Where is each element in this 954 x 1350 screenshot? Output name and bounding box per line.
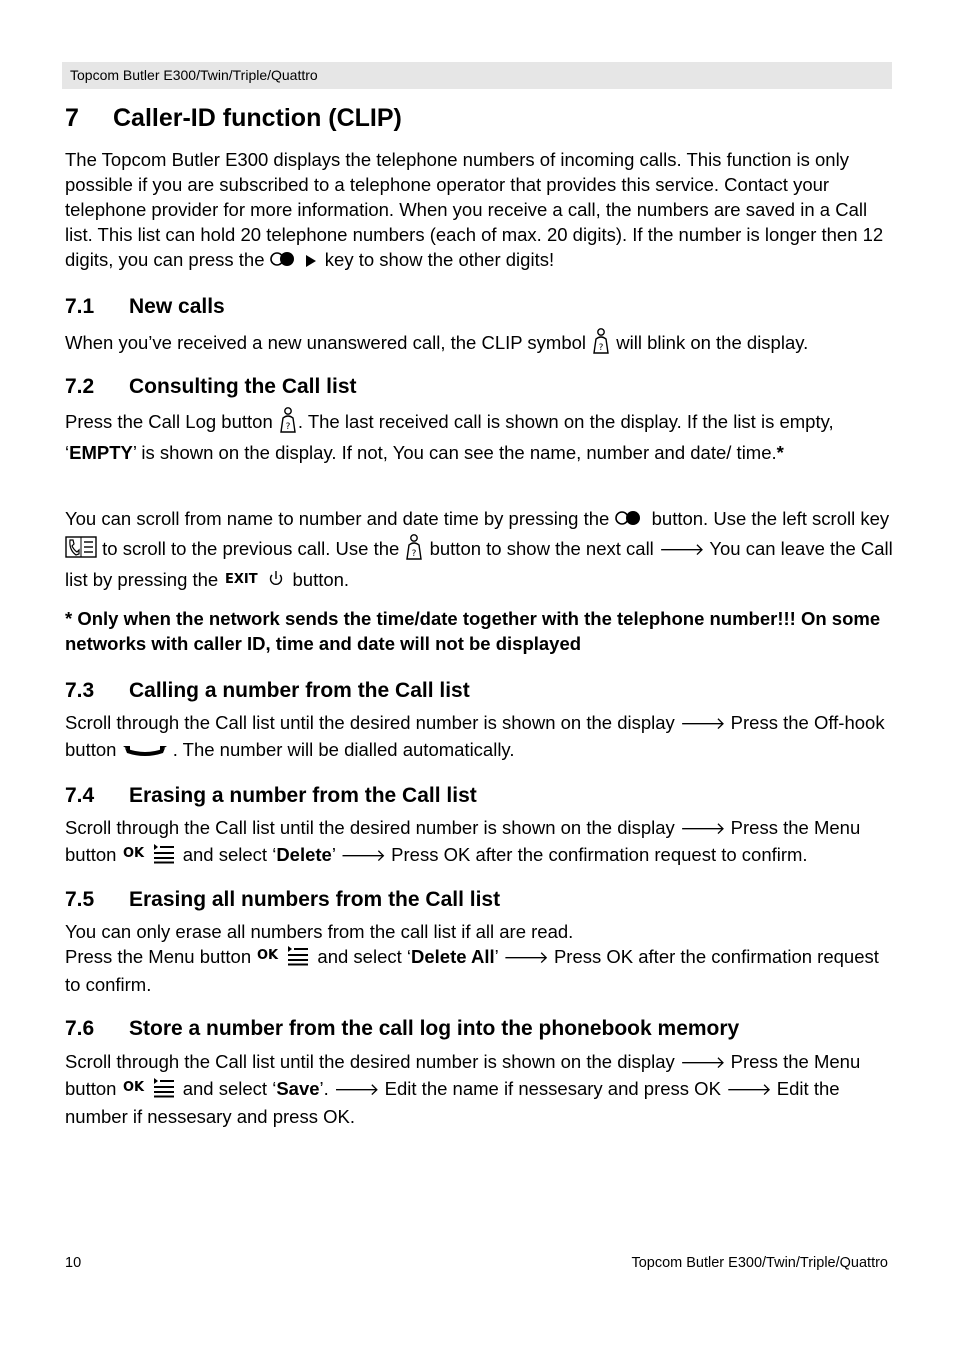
section-heading-7-2 — [65, 375, 357, 399]
text: button. — [287, 568, 350, 590]
svg-text:?: ? — [285, 422, 291, 432]
text: You can only erase all numbers from the call list if all are read. — [65, 921, 574, 942]
ok-label: OK — [122, 1080, 144, 1096]
right-triangle-icon — [300, 249, 320, 274]
section-title: Erasing all numbers from the Call list — [129, 888, 501, 911]
bold-delete-all: Delete All — [411, 946, 495, 967]
arrow-icon: 🡒 — [340, 846, 387, 866]
text: ’ is shown on the display. If not, You can see the name, number and date/ time. — [132, 442, 777, 463]
text: Press the Menu button — [65, 817, 861, 865]
left-scroll-key-icon — [65, 535, 97, 565]
section-heading-7-3 — [65, 679, 470, 703]
text: Press the Off-hook button — [65, 712, 885, 760]
section-7-2-paragraph-2 — [65, 506, 895, 594]
section-7-1-text — [65, 327, 895, 361]
section-7-2-paragraph-1 — [65, 406, 895, 465]
chapter-heading — [65, 104, 402, 133]
section-7-4-text — [65, 815, 895, 870]
section-number: 7.6 — [65, 1017, 95, 1040]
text: ’ — [331, 844, 341, 865]
text: When you’ve received a new unanswered call, the CLIP symbol — [65, 331, 592, 353]
text: and select ‘ — [177, 1078, 277, 1099]
header-title: Topcom Butler E300/Twin/Triple/Quattro — [70, 67, 318, 83]
network-note: * Only when the network sends the time/date together with the telephone number!!! On some networks with caller ID, time and date will not be displayed — [65, 608, 881, 654]
arrow-icon: 🡒 — [679, 819, 726, 839]
svg-text:?: ? — [598, 343, 604, 353]
section-heading-7-6 — [65, 1017, 739, 1041]
ok-label: OK — [122, 846, 144, 862]
bold-empty: EMPTY — [69, 442, 133, 463]
text: will blink on the display. — [611, 331, 809, 353]
section-title: Erasing a number from the Call list — [129, 784, 477, 807]
arrow-icon: 🡒 — [333, 1080, 380, 1100]
footer-title: Topcom Butler E300/Twin/Triple/Quattro — [631, 1255, 888, 1271]
scroll-button-icon — [614, 508, 646, 533]
svg-text:?: ? — [412, 548, 417, 559]
section-number: 7.3 — [65, 679, 95, 702]
section-heading-7-1 — [65, 295, 225, 319]
text: Scroll through the Call list until the desired number is shown on the display — [65, 1051, 680, 1072]
asterisk: * — [776, 442, 784, 463]
text: button. Use the left scroll key — [646, 508, 890, 529]
ok-menu-icon — [122, 842, 178, 870]
text: Press OK after the confirmation request to confirm. — [386, 844, 808, 865]
text: and select ‘ — [177, 844, 277, 865]
call-log-icon — [404, 533, 424, 567]
page-number: 10 — [65, 1255, 82, 1271]
section-title: New calls — [129, 295, 225, 318]
text: You can leave the Call list by pressing the — [65, 537, 893, 590]
text: Scroll through the Call list until the desired number is shown on the display — [65, 712, 680, 733]
section-number: 7.4 — [65, 784, 95, 807]
bold-delete: Delete — [276, 844, 332, 865]
text: to scroll to the previous call. Use the — [97, 537, 405, 559]
text: Scroll through the Call list until the desired number is shown on the display — [65, 817, 680, 838]
ok-label: OK — [257, 948, 279, 964]
section-heading-7-5 — [65, 888, 500, 912]
text: and select ‘ — [312, 946, 412, 967]
text: Edit the number if nessesary and press OK. — [65, 1078, 840, 1128]
text: . The number will be dialled automatically. — [167, 739, 515, 760]
clip-symbol-icon — [591, 327, 611, 361]
section-title: Calling a number from the Call list — [129, 679, 470, 702]
exit-button-icon — [223, 568, 287, 594]
off-hook-icon — [122, 739, 168, 764]
section-7-6-text — [65, 1049, 895, 1129]
section-number: 7.2 — [65, 375, 95, 398]
text: Press the Menu button — [65, 946, 257, 967]
ok-menu-icon — [122, 1076, 178, 1104]
text: Edit the name if nessesary and press OK — [379, 1078, 727, 1099]
text: ’. — [319, 1078, 334, 1099]
ok-menu-icon — [256, 944, 312, 972]
chapter-title: Caller-ID function (CLIP) — [113, 104, 402, 132]
text: You can scroll from name to number and date time by pressing the — [65, 508, 615, 529]
intro-text: The Topcom Butler E300 displays the telephone numbers of incoming calls. This function is only possible if you are subscribed to a telephone operator that provides this service. Contact your telephone provider for more information. When you receive a call, the numbers are saved in a Call list. This list can hold 20 telephone numbers (each of max. 20 digits). If the number is longer then 12 digits, you can press the — [65, 149, 884, 270]
arrow-icon: 🡒 — [679, 714, 726, 734]
text: button to show the next call — [424, 537, 659, 559]
section-7-3-text — [65, 710, 895, 764]
intro-paragraph — [65, 147, 895, 274]
text: Press the Call Log button — [65, 410, 278, 432]
chapter-number: 7 — [65, 104, 79, 132]
text: Press OK after the confirmation request to confirm. — [65, 946, 879, 996]
scroll-key-icon — [270, 249, 300, 274]
text: ’ — [494, 946, 504, 967]
section-7-5-text — [65, 919, 895, 997]
text: Press the Menu button — [65, 1051, 861, 1099]
arrow-icon: 🡒 — [726, 1080, 772, 1100]
section-number: 7.5 — [65, 888, 95, 911]
bold-save: Save — [276, 1078, 320, 1099]
section-title: Consulting the Call list — [129, 375, 357, 398]
section-heading-7-4 — [65, 784, 477, 808]
arrow-icon: 🡒 — [503, 948, 549, 968]
exit-label: EXIT — [225, 571, 258, 587]
intro-text-end: key to show the other digits! — [319, 249, 555, 270]
section-number: 7.1 — [65, 295, 95, 318]
section-title: Store a number from the call log into the phonebook memory — [129, 1017, 740, 1040]
call-log-icon — [278, 406, 298, 440]
arrow-icon: 🡒 — [679, 1053, 726, 1073]
text: . The last received call is shown on the display. If the list is empty, ‘ — [65, 410, 834, 463]
running-header — [62, 62, 892, 89]
arrow-icon: 🡒 — [658, 539, 705, 560]
